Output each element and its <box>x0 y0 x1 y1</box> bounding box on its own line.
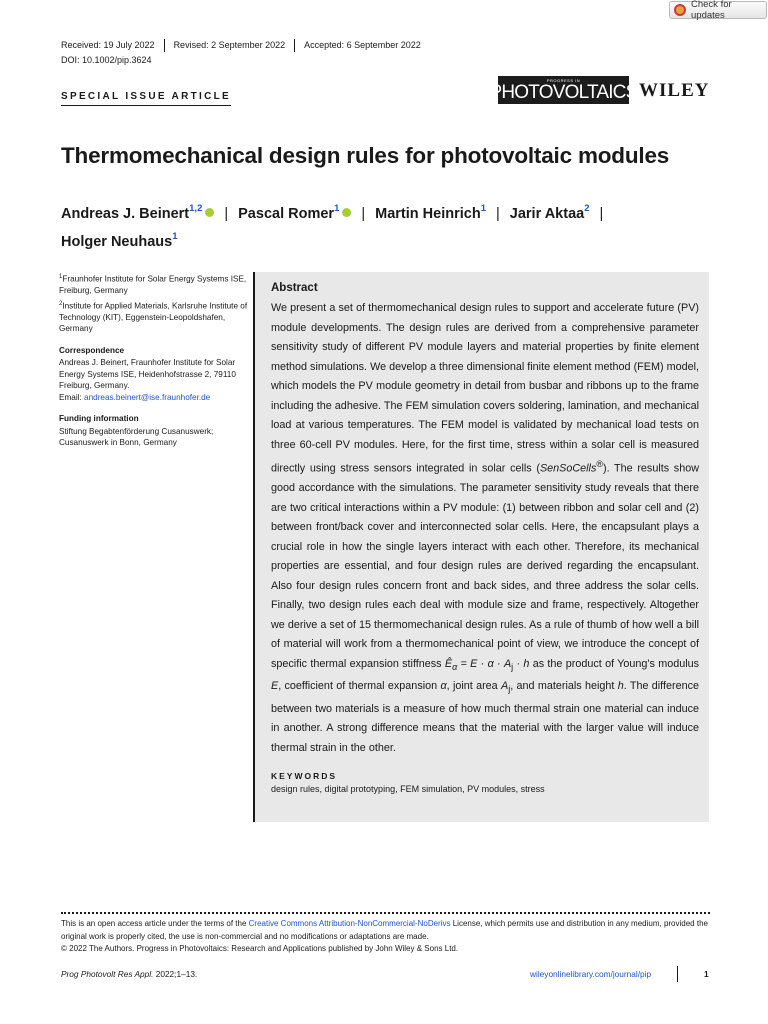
copyright: © 2022 The Authors. Progress in Photovoltaics: Research and Applications published by John Wiley & Sons Ltd. <box>61 944 459 953</box>
journal-logo <box>489 76 638 104</box>
abstract-box <box>253 272 709 822</box>
journal-site-link[interactable]: wileyonlinelibrary.com/journal/pip <box>530 969 652 979</box>
author[interactable]: Andreas J. Beinert$^{1,2}$ <box>61 206 214 222</box>
article-dates <box>61 39 430 52</box>
check-for-updates-button[interactable] <box>669 1 767 19</box>
abstract-heading: Abstract <box>271 282 318 294</box>
keywords-heading: KEYWORDS <box>271 771 338 782</box>
author-info-column <box>59 272 249 459</box>
page-number: 1 <box>704 969 709 979</box>
affiliation: $^2$Institute for Applied Materials, Karlsruhe Institute of Technology (KIT), Eggenstein-Leopoldshafen, Germany <box>59 300 248 334</box>
email-link[interactable]: andreas.beinert@ise.fraunhofer.de <box>84 392 211 402</box>
orcid-icon[interactable] <box>205 208 214 217</box>
check-for-updates-label: Check for updates <box>691 0 732 21</box>
page-footer <box>61 969 711 979</box>
abstract-text: We present a set of thermomechanical design rules to support and accelerate future (PV) module developments. The design rules are derived from a comprehensive parameter sensitivity study of different PV module layers and material properties by finite element method simulations. We develop a three dimensional finite element method (FEM) model, which models the PV module geometry in detail from busbar and ribbons up to the frame including the adhesive. The FEM simulation covers soldering, lamination, and mechanical load at various temperatures. The FEM model is validated by mechanical load tests on three 60-cell PV modules. Here, for the first time, stress within a solar cell is measured directly using stress sensors integrated in solar cells (SenSoCells®). The results show good accordance with the simulations. The parameter sensitivity study reveals that there are two critical interactions within a PV module: (1) between ribbon and solar cell and (2) between front/back cover and interconnected solar cells. Here, the encapsulant plays a crucial role in how the single layers interact with each other. Therefore, its mechanical properties are essential, and four design rules are derived regarding the encapsulant. Also four design rules concern front and back sides, and three address the solar cells. Finally, two design rules each deal with module size and frame, respectively. Altogether we derive a set of 15 thermomechanical design rules. As a rule of thumb of how well a bill of material will work from a thermomechanical point of view, we introduce the concept of specific thermal expansion stiffness $Ê_\alpha = E \cdot \alpha \cdot A_j \cdot h$ as the product of Young's modulus E, coefficient of thermal expansion α, joint area $A_j$, and materials height h. The difference between two materials is a measure of how much thermal strain one material can induce in another. A strong difference means that the material with the larger value will induce thermal strain in the other. <box>271 302 700 754</box>
author-list: Andreas J. Beinert$^{1,2}$ | Pascal Romer$^1$ | Martin Heinrich$^1$ | Jarir Aktaa$^2$ | Holger Neuhaus$^1$ <box>61 203 604 250</box>
keywords-text: design rules, digital prototyping, FEM simulation, PV modules, stress <box>271 784 545 795</box>
correspondence: Correspondence Andreas J. Beinert, Fraunhofer Institute for Solar Energy Systems ISE, Heidenhofstrasse 2, 79110 Freiburg, Germany. Email: andreas.beinert@ise.fraunhofer.de <box>59 345 236 402</box>
crossmark-icon <box>674 4 686 16</box>
author[interactable]: Holger Neuhaus$^1$ <box>61 230 178 250</box>
publisher-logo: WILEY <box>639 80 710 101</box>
author[interactable]: Pascal Romer$^1$ <box>238 206 351 222</box>
revised-date: Revised: 2 September 2022 <box>164 39 295 52</box>
funding-information: Funding information Stiftung Begabtenförderung Cusanuswerk; Cusanuswerk in Bonn, Germany <box>59 414 214 448</box>
author[interactable]: Jarir Aktaa$^2$ <box>509 203 590 222</box>
footer-divider <box>61 912 710 914</box>
affiliation: $^1$Fraunhofer Institute for Solar Energy Systems ISE, Freiburg, Germany <box>59 274 247 296</box>
accepted-date: Accepted: 6 September 2022 <box>294 39 430 52</box>
section-label: SPECIAL ISSUE ARTICLE <box>61 91 231 102</box>
doi: DOI: 10.1002/pip.3624 <box>61 55 152 65</box>
journal-logo-small: PROGRESS IN <box>546 78 581 83</box>
orcid-icon[interactable] <box>342 208 351 217</box>
license-text: This is an open access article under the terms of the Creative Commons Attribution-NonCommercial-NoDerivs License, which permits use and distribution in any medium, provided the original work is properly cited, the use is non-commercial and no modifications or adaptations are made. © 2022 The Authors. Progress in Photovoltaics: Research and Applications published by John Wiley & Sons Ltd. <box>61 919 708 953</box>
license-link[interactable]: Creative Commons Attribution-NonCommercial-NoDerivs <box>248 919 451 928</box>
citation: Prog Photovolt Res Appl. 2022;1–13. <box>61 969 198 979</box>
journal-logo-big: PHOTOVOLTAICS <box>489 82 638 103</box>
author[interactable]: Martin Heinrich$^1$ <box>375 203 486 222</box>
article-title: Thermomechanical design rules for photovoltaic modules <box>61 143 670 168</box>
received-date: Received: 19 July 2022 <box>61 40 155 50</box>
